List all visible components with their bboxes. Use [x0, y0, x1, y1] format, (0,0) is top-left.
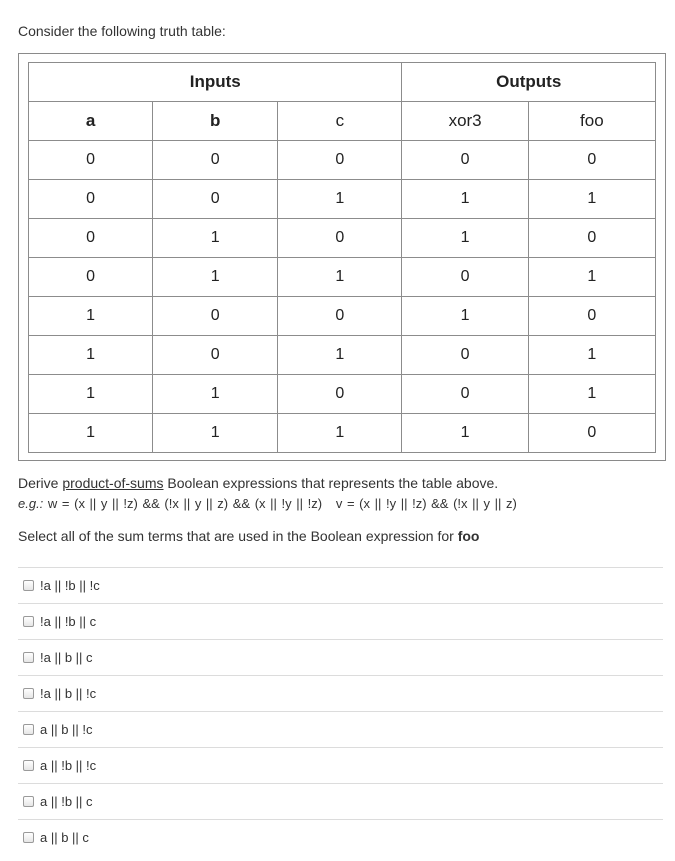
cell-c: 0	[278, 297, 402, 336]
select-prompt	[18, 528, 479, 544]
cell-foo: 0	[528, 141, 655, 180]
cell-xor3: 0	[402, 258, 528, 297]
column-header-foo: foo	[528, 102, 655, 141]
derive-instruction	[18, 475, 498, 491]
table-row	[29, 297, 656, 336]
option-label[interactable]: !a || !b || !c	[40, 578, 100, 593]
cell-foo: 0	[528, 414, 655, 453]
cell-foo: 0	[528, 297, 655, 336]
table-row	[29, 180, 656, 219]
prompt-text: Select all of the sum terms that are used in the Boolean expression for	[18, 528, 458, 544]
cell-b: 0	[153, 180, 278, 219]
cell-a: 1	[29, 414, 153, 453]
option-row[interactable]	[18, 675, 663, 711]
cell-foo: 1	[528, 336, 655, 375]
cell-xor3: 0	[402, 375, 528, 414]
group-header-row	[29, 63, 656, 102]
cell-c: 1	[278, 180, 402, 219]
option-label[interactable]: a || !b || c	[40, 794, 93, 809]
cell-b: 0	[153, 297, 278, 336]
column-header-b: b	[153, 102, 278, 141]
cell-c: 0	[278, 219, 402, 258]
column-header-xor3: xor3	[402, 102, 528, 141]
example-label: e.g.:	[18, 496, 44, 511]
outputs-header: Outputs	[402, 63, 656, 102]
option-label[interactable]: !a || !b || c	[40, 614, 97, 629]
column-header-row	[29, 102, 656, 141]
prompt-target: foo	[457, 528, 480, 544]
cell-b: 1	[153, 414, 278, 453]
option-row[interactable]	[18, 747, 663, 783]
cell-c: 0	[278, 141, 402, 180]
cell-foo: 1	[528, 375, 655, 414]
checkbox[interactable]	[23, 616, 34, 627]
option-row[interactable]	[18, 603, 663, 639]
product-of-sums-link[interactable]: product-of-sums	[62, 475, 164, 491]
cell-b: 1	[153, 219, 278, 258]
option-label[interactable]: a || b || c	[40, 830, 89, 845]
cell-c: 1	[278, 258, 402, 297]
option-row[interactable]	[18, 819, 663, 855]
cell-xor3: 0	[402, 141, 528, 180]
cell-a: 0	[29, 141, 153, 180]
cell-c: 1	[278, 414, 402, 453]
table-row	[29, 258, 656, 297]
truth-table-frame	[18, 53, 666, 461]
option-label[interactable]: !a || b || c	[40, 650, 93, 665]
cell-xor3: 0	[402, 336, 528, 375]
cell-b: 1	[153, 258, 278, 297]
checkbox[interactable]	[23, 724, 34, 735]
cell-c: 0	[278, 375, 402, 414]
cell-xor3: 1	[402, 297, 528, 336]
cell-a: 0	[29, 219, 153, 258]
cell-b: 1	[153, 375, 278, 414]
checkbox[interactable]	[23, 832, 34, 843]
option-row[interactable]	[18, 639, 663, 675]
table-row	[29, 414, 656, 453]
option-label[interactable]: a || !b || !c	[40, 758, 97, 773]
cell-a: 1	[29, 297, 153, 336]
cell-xor3: 1	[402, 414, 528, 453]
option-row[interactable]	[18, 783, 663, 819]
inputs-header: Inputs	[29, 63, 402, 102]
answer-options	[18, 567, 663, 855]
example-expressions	[18, 496, 517, 511]
option-row[interactable]	[18, 711, 663, 747]
cell-a: 0	[29, 180, 153, 219]
table-row	[29, 375, 656, 414]
cell-a: 0	[29, 258, 153, 297]
column-header-c: c	[278, 102, 402, 141]
cell-xor3: 1	[402, 219, 528, 258]
example-text: w = (x || y || !z) && (!x || y || z) && (x || !y || !z) v = (x || !y || !z) && (!x || y || z)	[43, 496, 517, 511]
option-label[interactable]: !a || b || !c	[40, 686, 97, 701]
cell-b: 0	[153, 336, 278, 375]
cell-xor3: 1	[402, 180, 528, 219]
truth-table	[28, 62, 656, 453]
cell-foo: 1	[528, 180, 655, 219]
table-row	[29, 219, 656, 258]
checkbox[interactable]	[23, 580, 34, 591]
option-row[interactable]	[18, 567, 663, 603]
cell-a: 1	[29, 375, 153, 414]
cell-c: 1	[278, 336, 402, 375]
checkbox[interactable]	[23, 652, 34, 663]
derive-suffix: Boolean expressions that represents the table above.	[163, 475, 499, 491]
column-header-a: a	[29, 102, 153, 141]
table-row	[29, 141, 656, 180]
cell-a: 1	[29, 336, 153, 375]
checkbox[interactable]	[23, 760, 34, 771]
cell-foo: 0	[528, 219, 655, 258]
cell-b: 0	[153, 141, 278, 180]
option-label[interactable]: a || b || !c	[40, 722, 93, 737]
table-row	[29, 336, 656, 375]
derive-prefix: Derive	[18, 475, 63, 491]
checkbox[interactable]	[23, 796, 34, 807]
cell-foo: 1	[528, 258, 655, 297]
question-intro: Consider the following truth table:	[18, 23, 226, 39]
checkbox[interactable]	[23, 688, 34, 699]
